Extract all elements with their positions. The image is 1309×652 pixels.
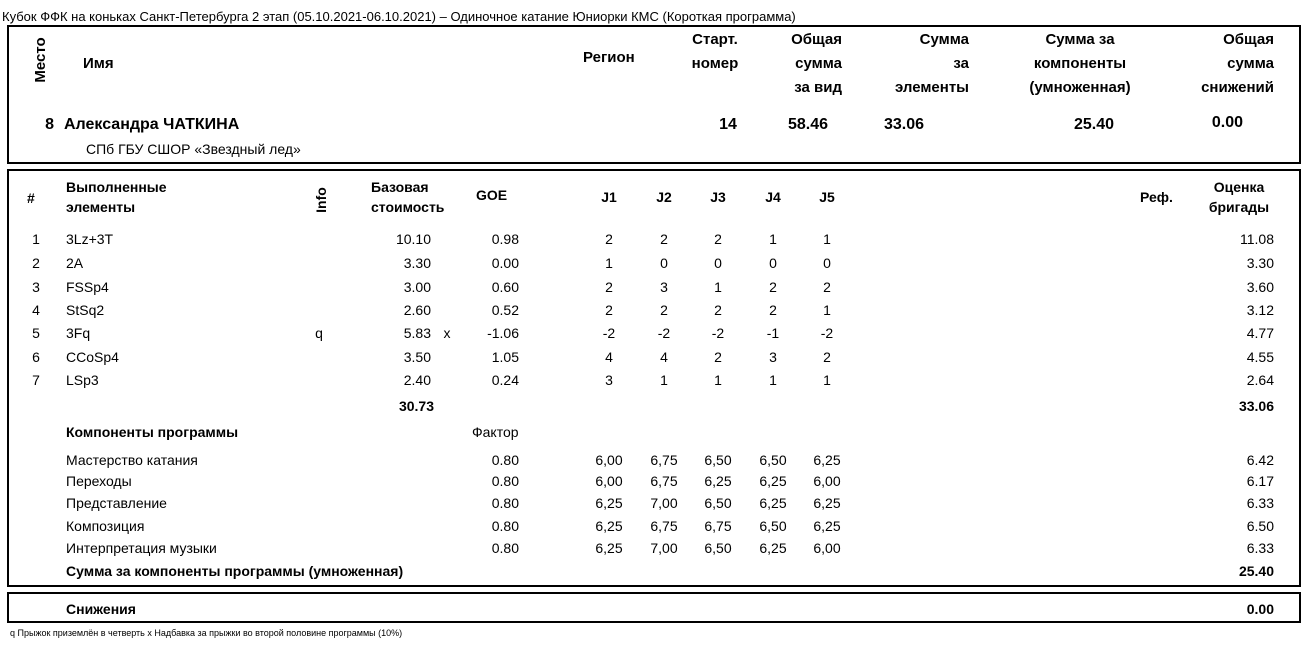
- component-judge-score: 6,25: [759, 540, 787, 556]
- component-factor: 0.80: [491, 495, 519, 511]
- element-goe: 1.05: [491, 349, 519, 365]
- component-judge-score: 6,50: [759, 518, 787, 534]
- component-name: Мастерство катания: [66, 452, 198, 468]
- component-judge-score: 6,75: [650, 473, 678, 489]
- component-judge-score: 6,25: [595, 518, 623, 534]
- skater-pcs: 25.40: [1073, 116, 1114, 133]
- element-panel-score: 3.60: [1246, 279, 1274, 295]
- element-judge-score: 2: [823, 349, 831, 365]
- component-judge-score: 6,25: [595, 495, 623, 511]
- j1-header: J1: [601, 189, 617, 205]
- component-name: Представление: [66, 495, 167, 511]
- component-judge-score: 6,50: [704, 540, 732, 556]
- element-judge-score: 2: [714, 302, 722, 318]
- element-base-value: 3.50: [403, 349, 431, 365]
- component-panel-score: 6.42: [1246, 452, 1274, 468]
- element-judge-score: 3: [769, 349, 777, 365]
- component-panel-score: 6.17: [1246, 473, 1274, 489]
- deductions-value: 0.00: [1246, 601, 1274, 617]
- component-panel-score: 6.33: [1246, 540, 1274, 556]
- element-goe: -1.06: [487, 325, 519, 341]
- element-judge-score: 2: [660, 302, 668, 318]
- component-judge-score: 6,25: [759, 495, 787, 511]
- element-name: LSp3: [66, 372, 99, 388]
- component-judge-score: 6,75: [650, 518, 678, 534]
- element-goe: 0.24: [491, 372, 519, 388]
- element-judge-score: 0: [769, 255, 777, 271]
- element-panel-score: 3.12: [1246, 302, 1274, 318]
- name-header: Имя: [83, 55, 114, 72]
- element-judge-score: -2: [602, 325, 616, 341]
- element-judge-score: -2: [711, 325, 725, 341]
- element-judge-score: 2: [605, 302, 613, 318]
- pcs-header: Сумма за компоненты (умноженная): [1029, 31, 1131, 96]
- component-panel-score: 6.50: [1246, 518, 1274, 534]
- element-judge-score: 2: [605, 279, 613, 295]
- component-judge-score: 6,25: [813, 495, 841, 511]
- component-judge-score: 6,50: [759, 452, 787, 468]
- element-number: 3: [32, 279, 40, 295]
- element-goe: 0.52: [491, 302, 519, 318]
- element-base-value: 3.30: [403, 255, 431, 271]
- info-header: Info: [313, 187, 329, 213]
- deductions-header: Общая сумма снижений: [1201, 31, 1274, 96]
- element-number: 1: [32, 231, 40, 247]
- element-judge-score: 4: [605, 349, 613, 365]
- region-header: Регион: [583, 49, 635, 66]
- element-name: 3Fq: [66, 325, 91, 341]
- skater-total-score: 58.46: [787, 116, 828, 133]
- skater-club: СПб ГБУ СШОР «Звездный лед»: [86, 141, 301, 157]
- component-judge-score: 6,50: [704, 452, 732, 468]
- components-total-label: Сумма за компоненты программы (умноженная): [66, 563, 404, 579]
- element-panel-score: 11.08: [1240, 231, 1274, 247]
- component-factor: 0.80: [491, 540, 519, 556]
- element-judge-score: 2: [823, 279, 831, 295]
- component-judge-score: 6,00: [813, 540, 841, 556]
- component-judge-score: 7,00: [650, 495, 678, 511]
- skater-start-number: 14: [719, 116, 737, 133]
- element-judge-score: 2: [769, 302, 777, 318]
- skater-deductions: 0.00: [1211, 114, 1243, 131]
- element-judge-score: 1: [823, 302, 831, 318]
- element-judge-score: 2: [660, 231, 668, 247]
- component-judge-score: 7,00: [650, 540, 678, 556]
- component-judge-score: 6,75: [650, 452, 678, 468]
- element-base-value: 2.60: [403, 302, 431, 318]
- element-judge-score: 2: [769, 279, 777, 295]
- panel-score-header: Оценка бригады: [1208, 179, 1270, 215]
- element-judge-score: -2: [820, 325, 834, 341]
- skater-place: 8: [45, 116, 54, 133]
- total-score-header: Общая сумма за вид: [791, 31, 842, 96]
- component-judge-score: 6,25: [813, 452, 841, 468]
- element-judge-score: 3: [660, 279, 668, 295]
- j2-header: J2: [656, 189, 672, 205]
- element-number: 4: [32, 302, 40, 318]
- element-judge-score: 1: [823, 372, 831, 388]
- elements-header: Выполненные элементы: [66, 179, 167, 215]
- element-judge-score: 2: [714, 231, 722, 247]
- component-judge-score: 6,75: [704, 518, 732, 534]
- component-judge-score: 6,50: [704, 495, 732, 511]
- element-base-value: 2.40: [403, 372, 431, 388]
- element-judge-score: 1: [714, 279, 722, 295]
- element-panel-score: 2.64: [1246, 372, 1274, 388]
- skater-name: Александра ЧАТКИНА: [64, 116, 240, 133]
- element-judge-score: 1: [660, 372, 668, 388]
- component-name: Интерпретация музыки: [66, 540, 217, 556]
- j3-header: J3: [710, 189, 726, 205]
- component-judge-score: 6,25: [704, 473, 732, 489]
- tes-header: Сумма за элементы: [894, 31, 969, 96]
- base-value-total: 30.73: [398, 398, 434, 414]
- element-panel-score: 4.55: [1246, 349, 1274, 365]
- goe-header: GOE: [476, 187, 508, 203]
- j4-header: J4: [765, 189, 781, 205]
- element-judge-score: 0: [714, 255, 722, 271]
- j5-header: J5: [819, 189, 835, 205]
- element-name: StSq2: [66, 302, 105, 318]
- element-base-value: 5.83: [403, 325, 431, 341]
- element-name: FSSp4: [66, 279, 109, 295]
- footnote: q Прыжок приземлён в четверть x Надбавка за прыжки во второй половине программы (10%): [10, 628, 403, 638]
- deductions-label: Снижения: [66, 601, 136, 617]
- element-name: 2A: [66, 255, 84, 271]
- component-factor: 0.80: [491, 473, 519, 489]
- element-judge-score: 1: [823, 231, 831, 247]
- element-panel-score: 3.30: [1246, 255, 1274, 271]
- element-judge-score: 2: [714, 349, 722, 365]
- element-name: 3Lz+3T: [66, 231, 114, 247]
- element-judge-score: 1: [769, 372, 777, 388]
- component-judge-score: 6,25: [813, 518, 841, 534]
- factor-header: Фактор: [472, 424, 519, 440]
- page-title: Кубок ФФК на коньках Санкт-Петербурга 2 этап (05.10.2021-06.10.2021) – Одиночное катание Юниорки КМС (Короткая программа): [2, 9, 796, 24]
- element-panel-score: 4.77: [1246, 325, 1274, 341]
- component-panel-score: 6.33: [1246, 495, 1274, 511]
- element-goe: 0.98: [491, 231, 519, 247]
- element-number: 5: [32, 325, 40, 341]
- component-judge-score: 6,25: [595, 540, 623, 556]
- components-total-value: 25.40: [1238, 563, 1274, 579]
- element-judge-score: 0: [660, 255, 668, 271]
- component-judge-score: 6,25: [759, 473, 787, 489]
- element-name: CCoSp4: [66, 349, 119, 365]
- element-judge-score: 1: [769, 231, 777, 247]
- element-judge-score: 3: [605, 372, 613, 388]
- components-header: Компоненты программы: [66, 424, 239, 440]
- place-header: Место: [32, 37, 49, 83]
- element-judge-score: 1: [714, 372, 722, 388]
- component-name: Композиция: [66, 518, 145, 534]
- element-judge-score: 4: [660, 349, 668, 365]
- element-judge-score: 0: [823, 255, 831, 271]
- component-factor: 0.80: [491, 518, 519, 534]
- elements-score-total: 33.06: [1238, 398, 1274, 414]
- component-name: Переходы: [66, 473, 132, 489]
- element-judge-score: 2: [605, 231, 613, 247]
- element-number: 6: [32, 349, 40, 365]
- element-number: 7: [32, 372, 40, 388]
- element-base-value: 3.00: [403, 279, 431, 295]
- element-judge-score: 1: [605, 255, 613, 271]
- element-goe: 0.00: [491, 255, 519, 271]
- component-judge-score: 6,00: [813, 473, 841, 489]
- base-value-header: Базовая стоимость: [371, 179, 445, 215]
- component-factor: 0.80: [491, 452, 519, 468]
- element-info: q: [315, 325, 323, 341]
- element-goe: 0.60: [491, 279, 519, 295]
- skater-tes: 33.06: [883, 116, 924, 133]
- start-number-header: Старт. номер: [691, 31, 739, 72]
- element-number: 2: [32, 255, 40, 271]
- num-header: #: [27, 190, 35, 206]
- component-judge-score: 6,00: [595, 452, 623, 468]
- element-base-value: 10.10: [395, 231, 431, 247]
- component-judge-score: 6,00: [595, 473, 623, 489]
- referee-header: Реф.: [1140, 189, 1173, 205]
- element-judge-score: -1: [766, 325, 780, 341]
- deductions-box: [7, 592, 1301, 623]
- element-bonus-mark: x: [443, 325, 451, 341]
- element-judge-score: -2: [657, 325, 671, 341]
